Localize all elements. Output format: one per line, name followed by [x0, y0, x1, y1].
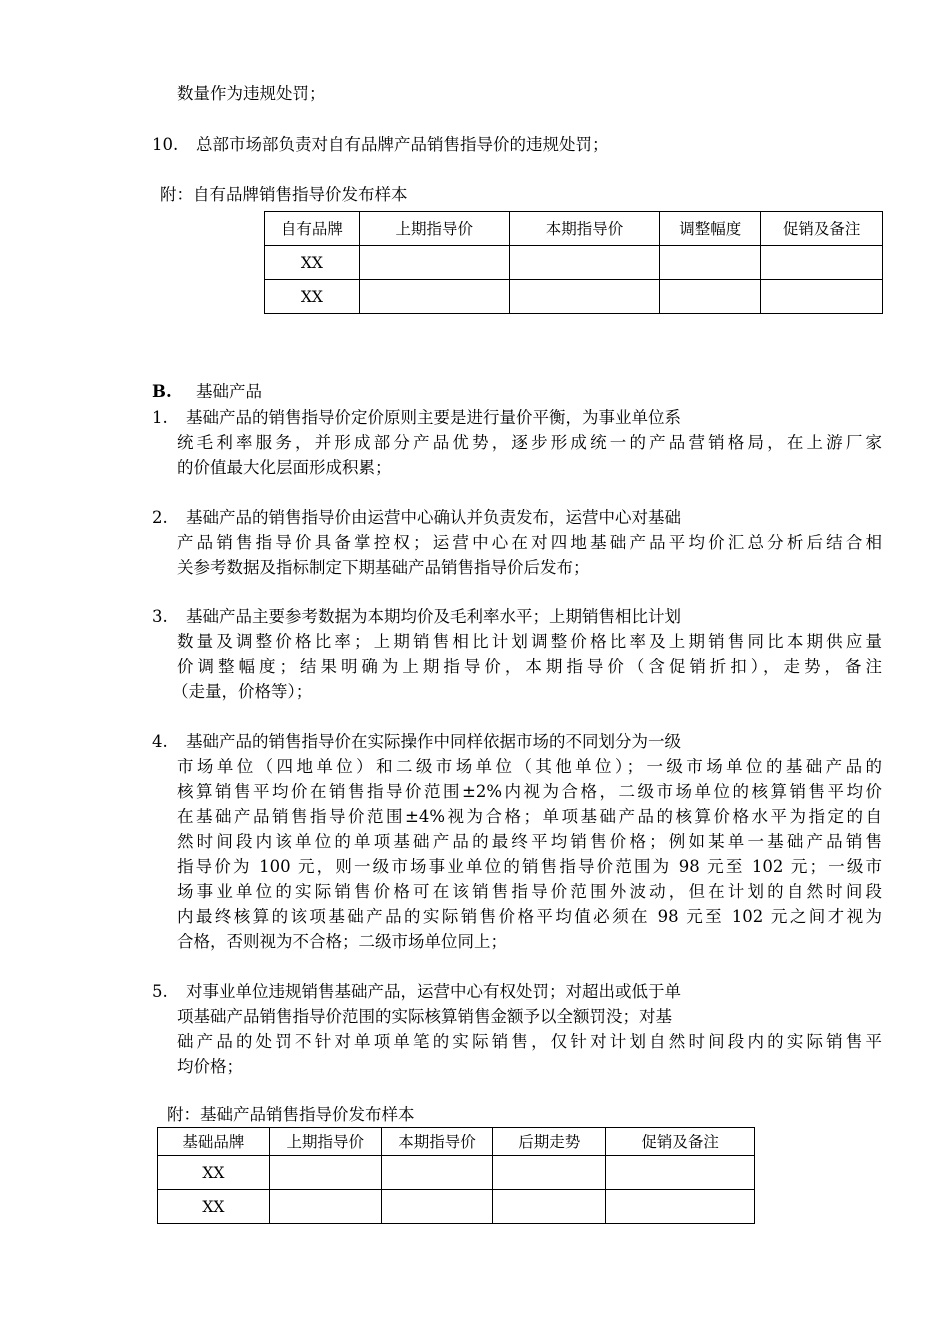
appendix-title-own-brand: 附：自有品牌销售指导价发布样本 — [160, 185, 408, 204]
table-header-row — [265, 212, 883, 246]
continued-line: 数量作为违规处罚； — [177, 84, 326, 103]
item-3-line: 数量及调整价格比率；上期销售相比计划调整价格比率及上期销售同比本期供应量 — [177, 632, 882, 651]
table-cell — [606, 1156, 755, 1190]
item-1-line: 统毛利率服务，并形成部分产品优势，逐步形成统一的产品营销格局，在上游厂家 — [177, 433, 882, 452]
table-cell — [660, 246, 761, 280]
item-2-line: 关参考数据及指标制定下期基础产品销售指导价后发布； — [177, 558, 590, 577]
item-1-number: 1. — [152, 408, 168, 427]
item-4-line: 场事业单位的实际销售价格可在该销售指导价范围外波动，但在计划的自然时间段 — [177, 882, 882, 901]
table-row — [158, 1156, 755, 1190]
table-cell — [381, 1156, 493, 1190]
table-header-cell: 上期指导价 — [359, 212, 509, 246]
table-header-row — [158, 1128, 755, 1156]
table-cell — [509, 246, 660, 280]
item-3-line: 价调整幅度；结果明确为上期指导价，本期指导价（含促销折扣），走势，备注 — [177, 657, 882, 676]
item-3-line: （走量，价格等）； — [172, 682, 313, 701]
item-4-line: 然时间段内该单位的单项基础产品的最终平均销售价格；例如某单一基础产品销售 — [177, 832, 882, 851]
table-cell: XX — [158, 1190, 270, 1224]
table-cell: XX — [265, 280, 360, 314]
table-header-cell: 促销及备注 — [761, 212, 883, 246]
table-cell — [269, 1156, 381, 1190]
table-header-cell: 上期指导价 — [269, 1128, 381, 1156]
item-5-line: 对事业单位违规销售基础产品，运营中心有权处罚；对超出或低于单 — [186, 982, 681, 1001]
item-3-number: 3. — [152, 607, 168, 626]
item-4-line: 市场单位（四地单位）和二级市场单位（其他单位）；一级市场单位的基础产品的 — [177, 757, 882, 776]
table-row — [158, 1190, 755, 1224]
table-cell — [761, 246, 883, 280]
table-cell — [359, 246, 509, 280]
table-header-cell: 调整幅度 — [660, 212, 761, 246]
table-cell — [381, 1190, 493, 1224]
table-cell — [493, 1190, 606, 1224]
own-brand-price-table — [264, 211, 883, 314]
item-4-line: 基础产品的销售指导价在实际操作中同样依据市场的不同划分为一级 — [186, 732, 681, 751]
item-2-line: 产品销售指导价具备掌控权；运营中心在对四地基础产品平均价汇总分析后结合相 — [177, 533, 882, 552]
table-row — [265, 280, 883, 314]
table-header-cell: 自有品牌 — [265, 212, 360, 246]
table-cell — [359, 280, 509, 314]
table-header-cell: 促销及备注 — [606, 1128, 755, 1156]
item-2-number: 2. — [152, 508, 168, 527]
table-header-cell: 基础品牌 — [158, 1128, 270, 1156]
item-10-text: 总部市场部负责对自有品牌产品销售指导价的违规处罚； — [196, 135, 609, 154]
item-1-line: 的价值最大化层面形成积累； — [177, 458, 392, 477]
item-5-line: 均价格； — [177, 1057, 243, 1076]
basic-product-price-table — [157, 1127, 755, 1224]
table-header-cell: 后期走势 — [493, 1128, 606, 1156]
table-cell — [660, 280, 761, 314]
item-1-line: 基础产品的销售指导价定价原则主要是进行量价平衡，为事业单位系 — [186, 408, 681, 427]
item-4-line: 合格，否则视为不合格；二级市场单位同上； — [177, 932, 507, 951]
table-cell: XX — [265, 246, 360, 280]
item-3-line: 基础产品主要参考数据为本期均价及毛利率水平；上期销售相比计划 — [186, 607, 681, 626]
section-b-title: 基础产品 — [196, 382, 262, 401]
table-header-cell: 本期指导价 — [381, 1128, 493, 1156]
item-5-number: 5. — [152, 982, 168, 1001]
item-4-line: 核算销售平均价在销售指导价范围±2%内视为合格，二级市场单位的核算销售平均价 — [177, 782, 882, 801]
table-cell: XX — [158, 1156, 270, 1190]
table-cell — [493, 1156, 606, 1190]
item-4-number: 4. — [152, 732, 168, 751]
item-4-line: 在基础产品销售指导价范围±4%视为合格；单项基础产品的核算价格水平为指定的自 — [177, 807, 882, 826]
item-10-number: 10. — [152, 135, 179, 154]
item-4-line: 指导价为 100 元，则一级市场事业单位的销售指导价范围为 98 元至 102 元；一级市 — [177, 857, 882, 876]
table-row — [265, 246, 883, 280]
item-2-line: 基础产品的销售指导价由运营中心确认并负责发布，运营中心对基础 — [186, 508, 681, 527]
table-header-cell: 本期指导价 — [509, 212, 660, 246]
item-5-line: 项基础产品销售指导价范围的实际核算销售金额予以全额罚没；对基 — [177, 1007, 672, 1026]
item-4-line: 内最终核算的该项基础产品的实际销售价格平均值必须在 98 元至 102 元之间才视为 — [177, 907, 882, 926]
table-cell — [509, 280, 660, 314]
table-cell — [606, 1190, 755, 1224]
section-b-label: B. — [152, 382, 172, 401]
appendix-title-basic-products: 附：基础产品销售指导价发布样本 — [167, 1105, 415, 1124]
table-cell — [761, 280, 883, 314]
item-5-line: 础产品的处罚不针对单项单笔的实际销售，仅针对计划自然时间段内的实际销售平 — [177, 1032, 882, 1051]
table-cell — [269, 1190, 381, 1224]
